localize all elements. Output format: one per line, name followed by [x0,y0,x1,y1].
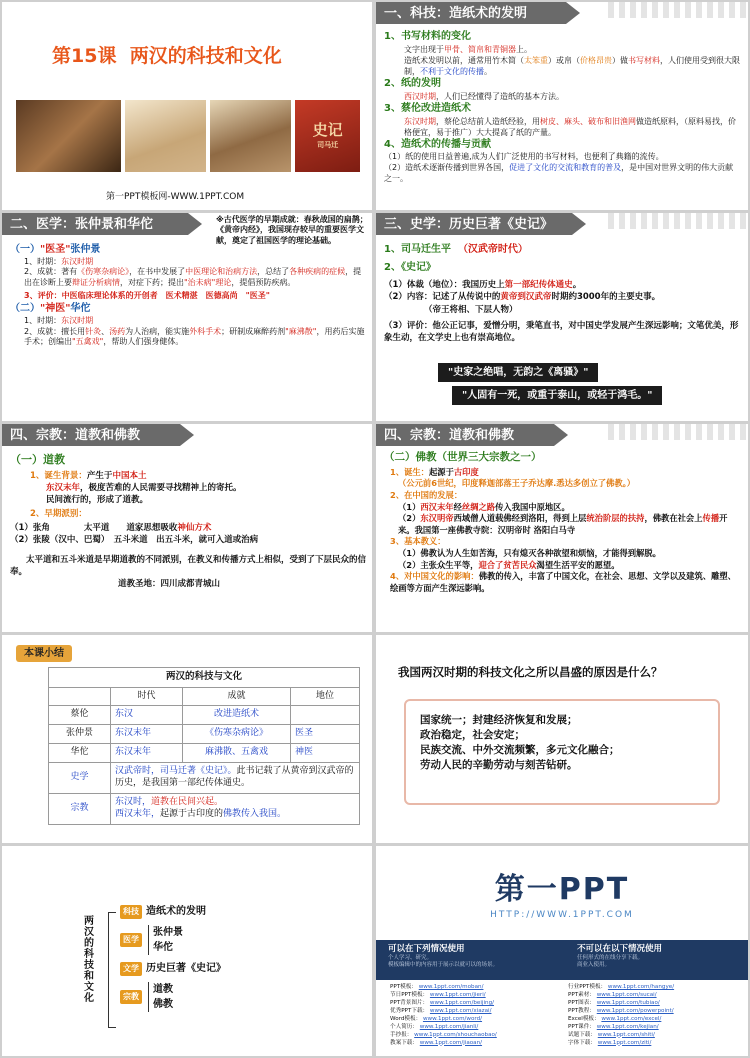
lesson-name: 两汉的科技和文化 [129,45,282,67]
link-row[interactable]: PPT图表： www.1ppt.com/tubiao/ [568,999,660,1006]
taoism-origin-detail-2: 民间流行的，形成了道教。 [46,494,149,505]
shiji-content-note: （帝王将相、下层人物） [424,304,518,315]
taoism-origin-detail: 东汉末年，极度苦难的人民需要寻找精神上的寄托。 [46,482,242,493]
buddhism-influence: 4、对中国文化的影响：佛教的传入，丰富了中国文化，在社会、思想、文学以及建筑、雕塑、绘画等方面产生深远影响。 [390,571,736,593]
buddhism-development-1: （1）西汉末年经丝绸之路传入我国中原地区。 [398,501,570,512]
buddhism-development-2: （2）东汉明帝西域僧人道载佛经到洛阳，得到上层统治阶层的扶持，佛教在社会上传播开来。我国第一座佛教寺院：汉明帝时 洛阳白马寺 [398,513,728,535]
answer-line: 民族交流、中外交流频繁，多元文化融合； [420,743,620,756]
slide-papermaking [376,2,748,210]
usage-allowed: 可以在下列情况使用 个人学习、研究。 模板编辑中的内容用于展示以就可以的场景。 [388,944,499,969]
header-stripes [608,424,748,440]
slide-taoism [2,424,372,632]
book-shiji-image [295,100,360,172]
taoism-sect-1: （1）张角 太平道 道家思想吸收神仙方术 [10,522,212,533]
links-left [390,984,560,1048]
table-header-row [49,687,360,706]
table-row: 宗教 东汉时，道教在民间兴起。 西汉末年，起源于古印度的佛教传入我国。 [49,793,360,824]
link-row[interactable]: Excel模板： www.1ppt.com/excel/ [568,1015,662,1022]
taoism-origin: 1、诞生背景：产生于中国本土 [30,470,147,481]
summary-table [48,687,360,825]
huatuo-achievement: 2、成就：擅长用针灸、汤药为人治病，能实施外科手术；研制成麻醉药剂"麻沸散"，用药后实施手术；创编出"五禽戏"，帮助人们强身健体。 [24,326,365,347]
table-row: 张仲景 东汉末年 《伤寒杂病论》 医圣 [49,725,360,744]
branch-zongjiao: 宗教 道教 佛教 [120,982,226,1012]
brand-url[interactable]: HTTP://WWW.1PPT.COM [490,910,634,920]
link-row[interactable]: PPT素材： www.1ppt.com/sucai/ [568,991,657,998]
table-row: 蔡伦 东汉 改进造纸术 [49,706,360,725]
taoism-content [10,452,366,590]
usage-forbidden: 不可以在以下情况使用 任何形式的在线分享下载。 商业入使用。 [577,944,663,969]
section-2-p: 西汉时期，人们已经懂得了造纸的基本方法。 [404,91,564,101]
link-row[interactable]: PPT背景图片： www.1ppt.com/beijing/ [390,999,495,1006]
painting-1-image [16,100,121,172]
book-title: 史记 [312,121,343,140]
slide-mindmap [2,846,372,1056]
summary-table-box [48,667,360,825]
section-3-p: 东汉时期，蔡伦总结前人造纸经验，用树皮、麻头、破布和旧渔网做造纸原料，（原料易找，价格便宜，易于推广）大大提高了纸的产量。 [404,116,736,137]
shiji-evaluation: （3）评价：他公正记事，爱憎分明，秉笔直书，对中国史学发展产生深远影响；文笔优美，形象生动，在文学史上也有崇高地位。 [384,320,739,343]
buddhism-doctrine-2: （2）主张众生平等，迎合了贫苦民众渴望生活平安的愿望。 [398,559,620,570]
buddhism-origin-detail: （公元前6世纪，印度释迦部落王子乔达摩.悉达多创立了佛教。） [398,478,636,489]
branch-wenxue: 文学 历史巨著《史记》 [120,961,226,976]
history-content [384,243,740,344]
summary-table-title: 两汉的科技与文化 [48,667,360,687]
table-row: 史学 汉武帝时，司马迁著《史记》。此书记载了从黄帝到汉武帝的历史，是我国第一部纪传体通史。 [49,763,360,794]
link-row[interactable]: 节日PPT模板： www.1ppt.com/jieri/ [390,991,486,998]
painting-3-image [210,100,291,172]
huatuo-period: 1、时期：东汉时期 [24,315,94,325]
link-row[interactable]: PPT教程： www.1ppt.com/powerpoint/ [568,1007,674,1014]
taoism-sects-title: 2、早期派别： [30,508,87,519]
buddhism-doctrine-1: （1）佛教认为人生如苦海，只有熄灭各种欲望和烦恼，才能得到解脱。 [398,547,661,558]
shiji-genre: （1）体裁（地位）：我国历史上第一部纪传体通史。 [384,280,582,291]
mindmap-root: 两汉的科技和文化 [84,916,94,1004]
header-stripes [608,2,748,18]
section-header: 三、史学：历史巨著《史记》 [376,213,572,235]
buddhism-content [384,450,740,594]
huatuo-title: （二）"神医"华佗 [10,303,91,315]
section-2-title: 2、纸的发明 [384,77,441,89]
answer-scroll [404,699,720,805]
links-right [568,984,740,1048]
slide-title [2,2,372,210]
link-row[interactable]: PPT模板： www.1ppt.com/moban/ [390,984,484,990]
section-header: 四、宗教：道教和佛教 [376,424,554,446]
column-status: 地位 [291,687,360,706]
section-header: 二、医学：张仲景和华佗 [2,213,188,235]
slide-question [376,635,748,843]
header-stripes [608,213,748,229]
link-row[interactable]: 教案下载： www.1ppt.com/jiaoan/ [390,1039,483,1046]
link-row[interactable]: 手抄报： www.1ppt.com/shouchaobao/ [390,1031,497,1038]
simaqian-title: 1、司马迁生平 （汉武帝时代） [384,244,528,255]
link-row[interactable]: 优秀PPT下载： www.1ppt.com/xiazai/ [390,1007,492,1014]
quote-taishan: "人固有一死，或重于泰山，或轻于鸿毛。" [452,386,662,405]
link-row[interactable]: 个人简历： www.1ppt.com/jianli/ [390,1023,479,1030]
slide-history [376,213,748,421]
link-row[interactable]: 行业PPT模板： www.1ppt.com/hangye/ [568,984,675,990]
zhangzhongjing-period: 1、时期：东汉时期 [24,256,94,266]
section-header: 四、宗教：道教和佛教 [2,424,180,446]
book-author: 司马迁 [317,141,339,150]
section-1-p1: 文字出现于甲骨、简帛和青铜器上。 [404,44,532,54]
shiji-content: （2）内容：记述了从传说中的黄帝到汉武帝时期约3000年的主要史事。 [384,292,661,303]
lesson-number: 第15课 [52,45,117,67]
section-header: 一、科技：造纸术的发明 [376,2,566,24]
question-text: 我国两汉时期的科技文化之所以昌盛的原因是什么？ [398,665,663,679]
column-achievement: 成就 [183,687,291,706]
shiji-title: 2、《史记》 [384,262,436,274]
section-3-title: 3、蔡伦改进造纸术 [384,102,471,114]
section-1-p2: 造纸术发明以前，通常用竹木简（太笨重）或帛（价格昂贵）做书写材料，人们使用受到很大限制，不利于文化的传播。 [404,55,740,76]
branch-yixue: 医学 张仲景 华佗 [120,925,226,955]
mindmap-bracket [108,912,116,1028]
taoism-summary: 太平道和五斗米道是早期道教的不同派别，在教义和传播方式上相似，受到了下层民众的信奉。 [10,554,367,578]
lesson-title [52,44,282,69]
buddhism-doctrine-title: 3、基本教义： [390,536,446,547]
answer-line: 国家统一；封建经济恢复和发展； [420,714,578,726]
answer-line: 政治稳定，社会安定； [420,728,525,741]
medicine-content [10,243,368,348]
section-1-title: 1、书写材料的变化 [384,31,471,42]
early-medicine-note: ※古代医学的早期成就：春秋战国的扁鹊；《黄帝内经》，我国现存较早的重要医学文献，奠定了祖国医学的理论基础。 [216,215,368,245]
section-4-p1: （1）纸的使用日益普遍,成为人们广泛使用的书写材料，也便利了典籍的流传。 [384,152,664,162]
summary-tab: 本课小结 [16,645,72,662]
branch-keji: 科技 造纸术的发明 [120,904,226,919]
zhangzhongjing-title: （一）"医圣"张仲景 [10,244,101,255]
taoism-title: （一）道教 [10,453,65,466]
quote-lisao: "史家之绝唱，无韵之《离骚》" [438,363,598,382]
mindmap-branches [120,904,226,1012]
slide-brand [376,846,748,1056]
painting-2-image [125,100,206,172]
watermark-text: 第一PPT模板网-WWW.1PPT.COM [106,192,245,202]
papermaking-content [384,30,740,184]
image-strip [16,100,360,172]
slide-buddhism [376,424,748,632]
link-row[interactable]: Word模板： www.1ppt.com/word/ [390,1015,483,1022]
buddhism-development-title: 2、在中国的发展： [390,489,463,500]
column-era: 时代 [111,687,183,706]
zhangzhongjing-achievement: 2、成就：著有《伤寒杂病论》，在书中发展了中医理论和治病方法，总结了各种疾病的症候，提出在诊断上要辩证分析病情，对症下药；提出"治未病"理论，提倡预防疾病。 [24,267,362,288]
answer-line: 劳动人民的辛勤劳动与刻苦钻研。 [420,758,578,771]
section-4-title: 4、造纸术的传播与贡献 [384,138,491,150]
slide-summary [2,635,372,843]
taoism-holy-land: 道教圣地：四川成都青城山 [118,579,221,590]
brand-logo: 第一PPT [494,872,630,907]
usage-panel [376,940,748,980]
buddhism-origin: 1、诞生：起源于古印度 [390,466,479,477]
buddhism-title: （二）佛教（世界三大宗教之一） [384,451,542,463]
section-4-p2: （2）造纸术逐渐传播到世界各国，促进了文化的交流和教育的普及，是中国对世界文明的伟大贡献之一。 [384,163,734,184]
taoism-sect-2: （2）张陵（汉中、巴蜀） 五斗米道 出五斗米，就可入道或治病 [10,534,259,545]
table-row: 华佗 东汉末年 麻沸散、五禽戏 神医 [49,744,360,763]
link-row[interactable]: 字体下载： www.1ppt.com/ziti/ [568,1039,652,1046]
link-row[interactable]: 试题下载： www.1ppt.com/shiti/ [568,1031,655,1038]
slide-medicine [2,213,372,421]
zhangzhongjing-evaluation: 3、评价：中医临床理论体系的开创者 医术精湛 医德高尚 "医圣" [24,291,270,301]
link-row[interactable]: PPT课件： www.1ppt.com/kejian/ [568,1023,659,1030]
